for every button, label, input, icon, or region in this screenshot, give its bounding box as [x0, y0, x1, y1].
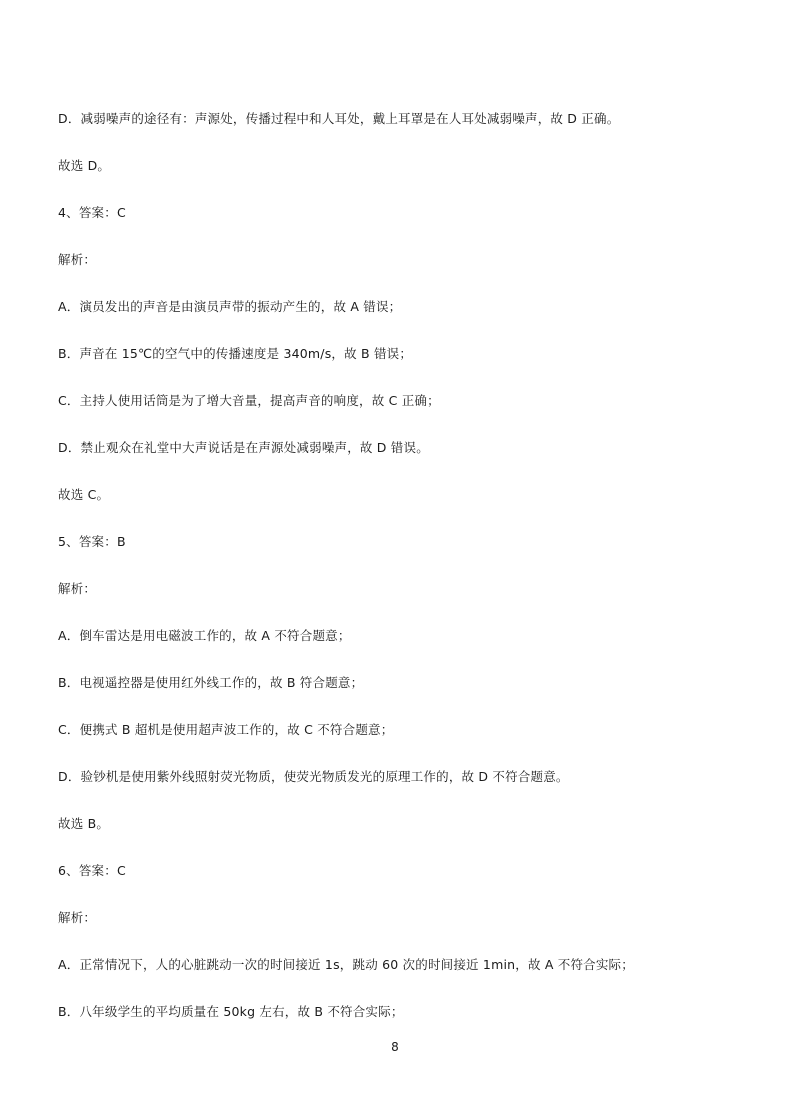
text-line: 故选 D。	[58, 158, 111, 173]
text-line: D．验钞机是使用紫外线照射荧光物质，使荧光物质发光的原理工作的，故 D 不符合题意。	[58, 769, 569, 784]
analysis-label: 解析：	[58, 910, 97, 925]
text-line: D．减弱噪声的途径有：声源处，传播过程中和人耳处，戴上耳罩是在人耳处减弱噪声，故 D 正确。	[58, 111, 620, 126]
answer-heading: 5、答案：B	[58, 534, 126, 549]
text-line: 故选 B。	[58, 816, 110, 831]
text-line: D．禁止观众在礼堂中大声说话是在声源处减弱噪声，故 D 错误。	[58, 440, 429, 455]
page-number: 8	[391, 1040, 399, 1054]
text-line: B．声音在 15℃的空气中的传播速度是 340m/s，故 B 错误；	[58, 346, 413, 361]
answer-heading: 6、答案：C	[58, 863, 126, 878]
text-line: A．正常情况下，人的心脏跳动一次的时间接近 1s，跳动 60 次的时间接近 1min，故 A 不符合实际；	[58, 957, 634, 972]
text-line: C．主持人使用话筒是为了增大音量，提高声音的响度，故 C 正确；	[58, 393, 440, 408]
text-line: A．倒车雷达是用电磁波工作的，故 A 不符合题意；	[58, 628, 351, 643]
text-line: C．便携式 B 超机是使用超声波工作的，故 C 不符合题意；	[58, 722, 394, 737]
answer-heading: 4、答案：C	[58, 205, 126, 220]
text-line: B．电视遥控器是使用红外线工作的，故 B 符合题意；	[58, 675, 364, 690]
text-line: A．演员发出的声音是由演员声带的振动产生的，故 A 错误；	[58, 299, 402, 314]
analysis-label: 解析：	[58, 581, 97, 596]
text-line: B．八年级学生的平均质量在 50kg 左右，故 B 不符合实际；	[58, 1004, 404, 1019]
analysis-label: 解析：	[58, 252, 97, 267]
text-line: 故选 C。	[58, 487, 110, 502]
